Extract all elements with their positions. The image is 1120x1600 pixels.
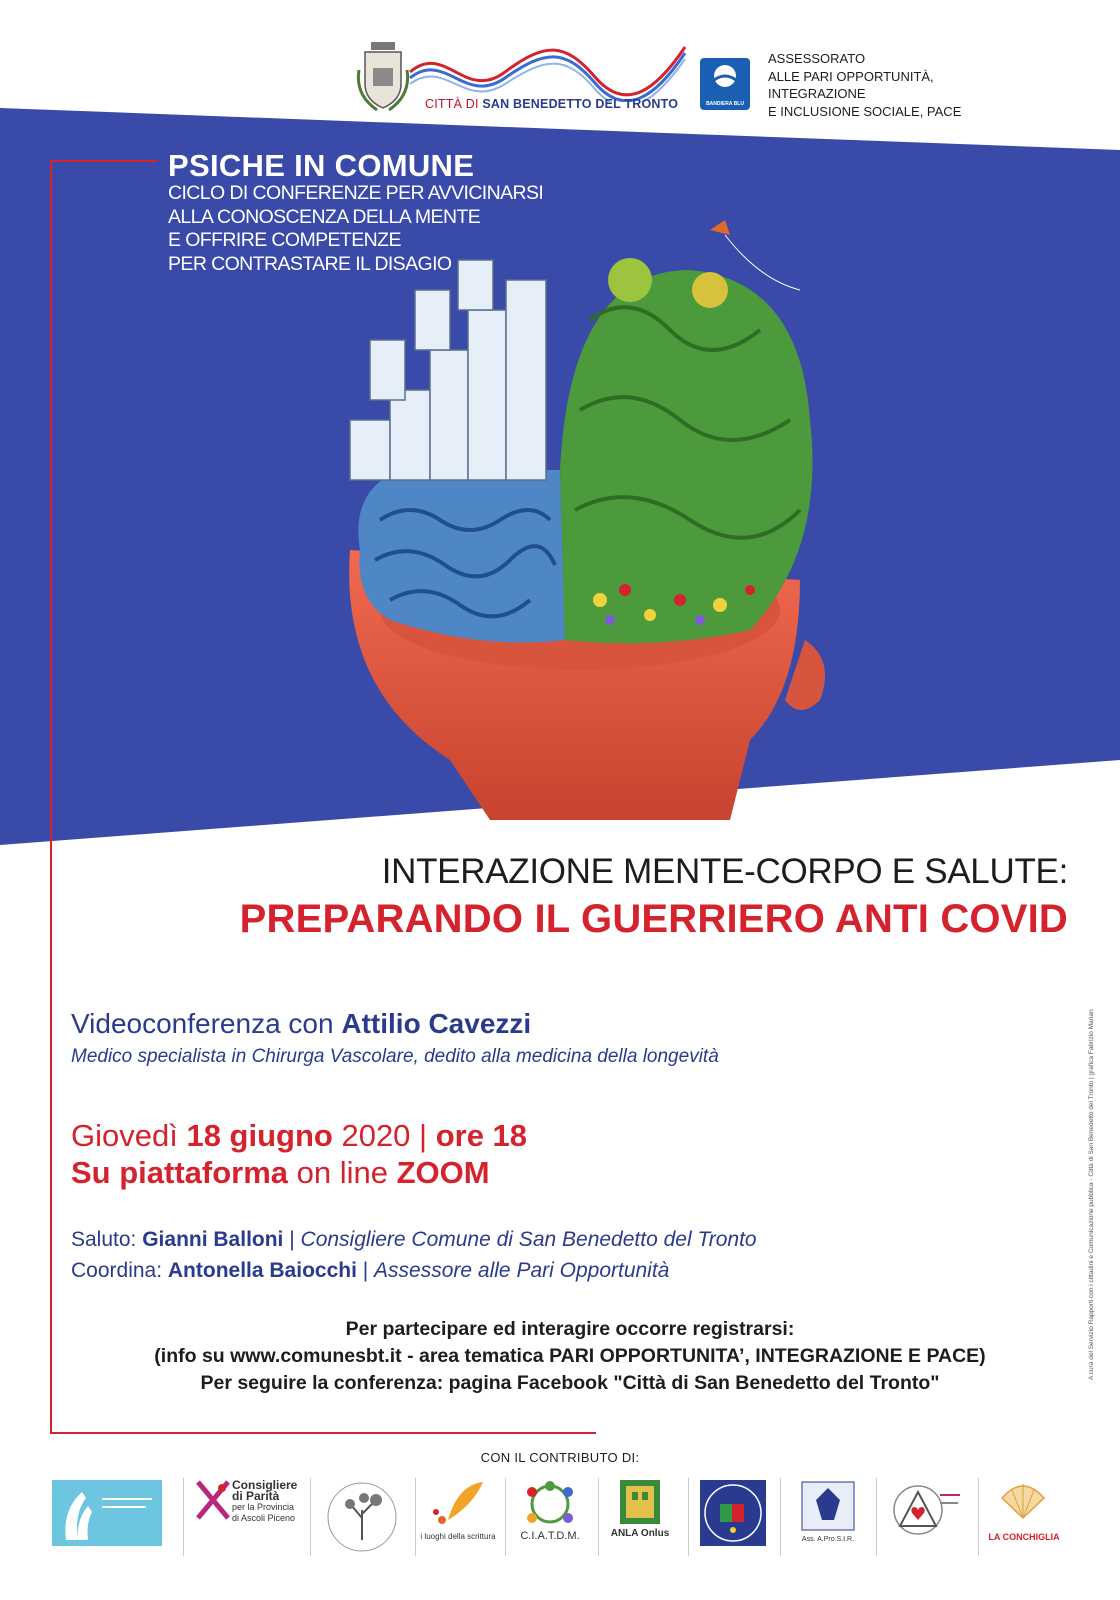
consigliere-line: Consigliere	[232, 1478, 298, 1492]
role-coordinator	[71, 1259, 669, 1283]
role-label: Saluto:	[71, 1228, 143, 1251]
role-person: Antonella Baiocchi	[167, 1259, 357, 1282]
blue-flag-logo	[700, 58, 750, 110]
role-title: Consigliere Comune di San Benedetto del Tronto	[300, 1228, 757, 1251]
heart-triangle-logo	[892, 1480, 962, 1540]
credit-text: A cura del Servizio Rapporti con i cittadini e Comunicazione pubblica - Città di San Benedetto del Tronto | grafica Fabrizio Marian	[1088, 1009, 1095, 1380]
brain-head-illustration	[330, 220, 850, 820]
sponsor-divider	[310, 1478, 311, 1556]
speaker-name: Attilio Cavezzi	[341, 1008, 532, 1039]
role-title: Assessore alle Pari Opportunità	[374, 1259, 670, 1282]
series-subtitle-line: E OFFRIRE COMPETENZE	[168, 229, 401, 251]
frame-line-top	[50, 160, 158, 162]
sponsor-logo-1	[52, 1480, 162, 1546]
sponsor-divider	[505, 1478, 506, 1556]
event-date: 18 giugno	[186, 1118, 333, 1153]
series-subtitle-line: CICLO DI CONFERENZE PER AVVICINARSI	[168, 182, 544, 204]
role-separator: |	[356, 1259, 375, 1282]
anla-onlus-text: ANLA Onlus	[610, 1528, 670, 1539]
city-crest-logo	[355, 40, 411, 112]
luoghi-scrittura-logo	[428, 1480, 488, 1530]
sponsor-divider	[780, 1478, 781, 1556]
ciatdm-logo	[518, 1480, 582, 1528]
city-ribbon-logo	[405, 42, 690, 102]
sponsor-divider	[876, 1478, 877, 1556]
speaker-line	[71, 1008, 531, 1040]
event-time: ore 18	[435, 1118, 528, 1153]
city-prefix: CITTÀ DI	[425, 97, 479, 111]
consigliere-line: di Ascoli Piceno	[232, 1513, 296, 1523]
city-name: SAN BENEDETTO DEL TRONTO	[482, 97, 679, 111]
dept-line: E INCLUSIONE SOCIALE, PACE	[768, 103, 962, 119]
aprosir-text: Ass. A.Pro.S.I.R.	[801, 1536, 855, 1543]
role-label: Coordina:	[71, 1259, 168, 1282]
sponsor-divider	[978, 1478, 979, 1556]
event-year: 2020 |	[332, 1118, 436, 1153]
series-subtitle-line: ALLA CONOSCENZA DELLA MENTE	[168, 205, 481, 228]
circular-badge-logo	[700, 1480, 766, 1546]
speaker-description: Medico specialista in Chirurga Vascolare, dedito alla medicina della longevità	[71, 1046, 719, 1067]
frame-line-bottom	[50, 1432, 596, 1434]
department-name	[768, 50, 1008, 120]
la-conchiglia-text: LA CONCHIGLIA	[988, 1532, 1060, 1542]
role-greeting	[71, 1228, 757, 1252]
platform-prefix: Su piattaforma	[71, 1155, 289, 1190]
consigliere-line: di Parità	[232, 1489, 280, 1503]
platform-name: ZOOM	[396, 1155, 490, 1190]
info-facebook: Per seguire la conferenza: pagina Facebook "Città di San Benedetto del Tronto"	[200, 1372, 940, 1394]
sponsor-divider	[688, 1478, 689, 1556]
luoghi-scrittura-text: i luoghi della scrittura	[420, 1532, 496, 1541]
consigliere-parita-logo	[196, 1480, 230, 1520]
omnibus-omnes-logo	[320, 1480, 404, 1554]
event-date-line	[71, 1118, 527, 1154]
platform-middle: on line	[288, 1155, 397, 1190]
sponsor-divider	[415, 1478, 416, 1556]
ciatdm-text: C.I.A.T.D.M.	[520, 1530, 580, 1542]
consigliere-parita-text	[232, 1480, 297, 1524]
headline-line-1: INTERAZIONE MENTE-CORPO E SALUTE:	[381, 852, 1068, 891]
info-website: (info su www.comunesbt.it - area tematica PARI OPPORTUNITA’, INTEGRAZIONE E PACE)	[154, 1345, 986, 1367]
sponsors-title: CON IL CONTRIBUTO DI:	[480, 1450, 640, 1465]
aprosir-logo	[800, 1480, 856, 1532]
info-registration: Per partecipare ed interagire occorre registrarsi:	[345, 1318, 795, 1340]
dept-line: INTEGRAZIONE	[768, 86, 866, 101]
city-name-text	[425, 97, 678, 111]
role-separator: |	[283, 1228, 301, 1251]
flag-icon	[700, 58, 750, 98]
sponsor-divider	[598, 1478, 599, 1556]
event-day: Giovedì	[71, 1118, 187, 1153]
flag-label: BANDIERA BLU	[706, 101, 744, 107]
consigliere-line: per la Provincia	[232, 1502, 295, 1512]
event-platform-line	[71, 1155, 490, 1191]
headline-line-2: PREPARANDO IL GUERRIERO ANTI COVID	[239, 897, 1068, 941]
speaker-prefix: Videoconferenza con	[71, 1008, 342, 1039]
series-title: PSICHE IN COMUNE	[168, 148, 475, 183]
frame-line-left	[50, 160, 52, 1433]
la-conchiglia-logo	[998, 1480, 1048, 1520]
series-subtitle-line: PER CONTRASTARE IL DISAGIO	[168, 252, 452, 275]
sponsor-divider	[183, 1478, 184, 1556]
dept-line: ALLE PARI OPPORTUNITÀ,	[768, 68, 934, 84]
anla-onlus-logo	[620, 1480, 660, 1524]
dept-line: ASSESSORATO	[768, 51, 866, 66]
role-person: Gianni Balloni	[142, 1228, 284, 1251]
